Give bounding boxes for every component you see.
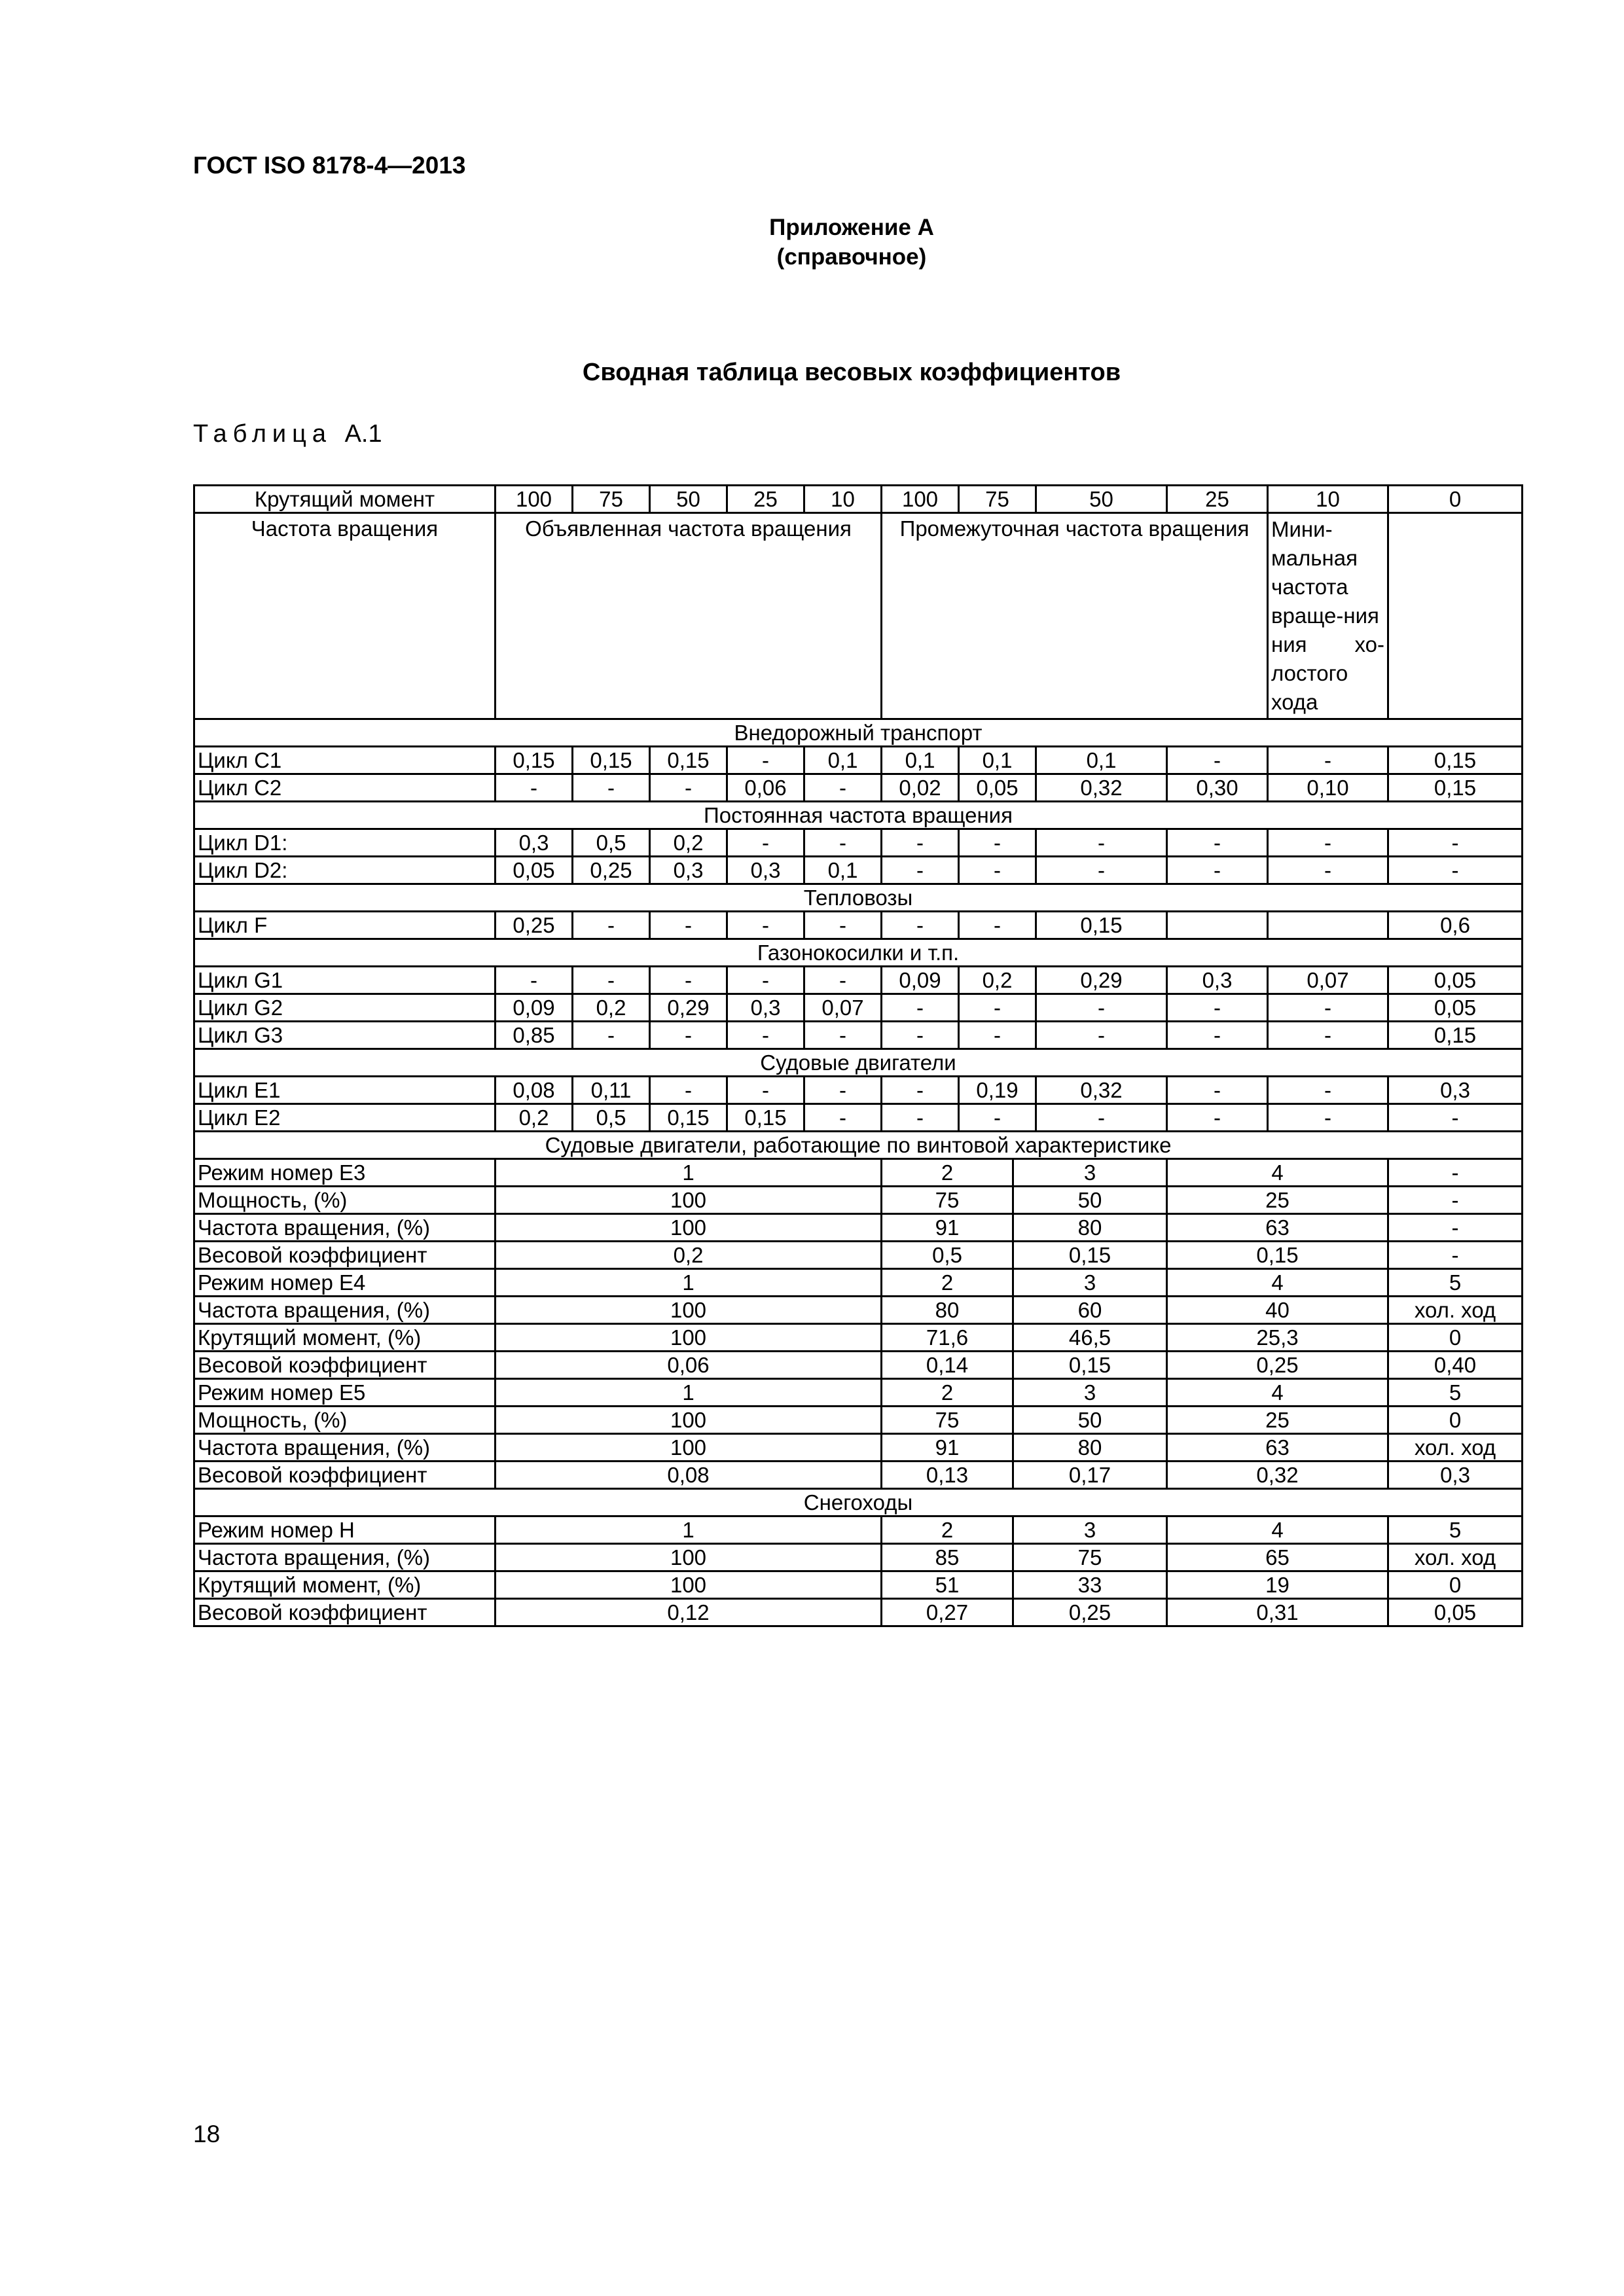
table-label-word: Таблица (193, 420, 332, 448)
table-cell: 1 (496, 1516, 882, 1544)
torque-value: 0 (1388, 486, 1523, 513)
table-cell: - (573, 1022, 650, 1049)
table-cell: - (1388, 829, 1523, 857)
speed-label: Частота вращения (194, 513, 496, 719)
table-cell: - (727, 912, 804, 939)
row-label: Режим номер Е5 (194, 1379, 496, 1407)
table-cell: 100 (496, 1571, 882, 1599)
table-cell: - (959, 857, 1036, 884)
table-cell: - (804, 774, 882, 802)
table-row (194, 1269, 1523, 1297)
section-row (194, 884, 1523, 912)
table-cell: 5 (1388, 1516, 1523, 1544)
table-cell: - (1388, 1214, 1523, 1242)
table-row (194, 1214, 1523, 1242)
table-cell: - (1388, 857, 1523, 884)
table-cell: 1 (496, 1269, 882, 1297)
table-cell: - (727, 967, 804, 994)
table-cell: 0,2 (650, 829, 727, 857)
table-row (194, 774, 1523, 802)
table-cell: 0,08 (496, 1077, 573, 1104)
table-cell: 3 (1013, 1269, 1167, 1297)
table-cell: - (1268, 747, 1388, 774)
table-cell: 2 (882, 1379, 1013, 1407)
table-cell (1167, 912, 1268, 939)
table-cell: хол. ход (1388, 1297, 1523, 1324)
table-cell: 0,32 (1036, 774, 1167, 802)
table-cell: 0,29 (1036, 967, 1167, 994)
table-cell: - (573, 967, 650, 994)
table-cell: - (959, 912, 1036, 939)
table-cell: - (727, 747, 804, 774)
table-label (193, 420, 382, 448)
table-cell: 0,05 (1388, 967, 1523, 994)
table-cell: 0,1 (804, 857, 882, 884)
table-cell: - (804, 1104, 882, 1132)
table-cell: 33 (1013, 1571, 1167, 1599)
standard-id: ГОСТ ISO 8178-4—2013 (193, 152, 466, 179)
table-row (194, 912, 1523, 939)
table-cell: 0 (1388, 1324, 1523, 1352)
table-cell: - (959, 1022, 1036, 1049)
table-cell: - (882, 994, 959, 1022)
table-cell: 0,15 (573, 747, 650, 774)
table-row (194, 1324, 1523, 1352)
table-cell: - (959, 829, 1036, 857)
table-cell: - (882, 829, 959, 857)
table-row (194, 1407, 1523, 1434)
table-cell: 75 (1013, 1544, 1167, 1571)
table-cell: - (727, 829, 804, 857)
table-cell: 0,1 (1036, 747, 1167, 774)
table-cell: 0,5 (573, 829, 650, 857)
table-row (194, 1434, 1523, 1462)
row-label: Цикл Е2 (194, 1104, 496, 1132)
table-cell: 0,06 (727, 774, 804, 802)
table-cell: - (882, 1104, 959, 1132)
row-label: Цикл С2 (194, 774, 496, 802)
table-cell: 0,25 (496, 912, 573, 939)
table-cell: 80 (1013, 1434, 1167, 1462)
table-cell: 50 (1013, 1187, 1167, 1214)
table-cell: - (1167, 1104, 1268, 1132)
table-cell: - (959, 994, 1036, 1022)
row-label: Весовой коэффициент (194, 1599, 496, 1626)
table-cell: 1 (496, 1159, 882, 1187)
table-cell: 0,05 (496, 857, 573, 884)
table-cell: - (496, 967, 573, 994)
table-cell: 0,07 (1268, 967, 1388, 994)
table-row (194, 1077, 1523, 1104)
intermediate-speed-header: Промежуточная частота вращения (882, 513, 1268, 719)
table-cell: 0,15 (496, 747, 573, 774)
table-cell: 40 (1167, 1297, 1388, 1324)
table-cell: 0,15 (1013, 1352, 1167, 1379)
table-cell: - (573, 774, 650, 802)
minimal-idle-text-c: лостого хода (1271, 661, 1348, 714)
table-caption: Сводная таблица весовых коэффициентов (582, 359, 1121, 386)
table-cell: 0,3 (650, 857, 727, 884)
table-cell: 0,15 (1388, 1022, 1523, 1049)
row-label: Весовой коэффициент (194, 1242, 496, 1269)
section-title: Тепловозы (194, 884, 1523, 912)
table-row (194, 1516, 1523, 1544)
table-cell: 0,05 (1388, 994, 1523, 1022)
row-label: Мощность, (%) (194, 1407, 496, 1434)
table-cell: 25 (1167, 1187, 1388, 1214)
table-cell: 80 (1013, 1214, 1167, 1242)
table-cell: хол. ход (1388, 1544, 1523, 1571)
weighting-factors-table (193, 484, 1523, 1627)
table-cell: - (1167, 1022, 1268, 1049)
section-title: Постоянная частота вращения (194, 802, 1523, 829)
table-row (194, 1599, 1523, 1626)
table-cell: 100 (496, 1434, 882, 1462)
table-row (194, 829, 1523, 857)
table-cell: 2 (882, 1516, 1013, 1544)
torque-value: 75 (573, 486, 650, 513)
row-label: Частота вращения, (%) (194, 1434, 496, 1462)
table-cell: 0,85 (496, 1022, 573, 1049)
table-cell: 0,2 (959, 967, 1036, 994)
table-cell: - (1388, 1242, 1523, 1269)
table-cell: 4 (1167, 1379, 1388, 1407)
table-cell: - (727, 1077, 804, 1104)
table-cell: 71,6 (882, 1324, 1013, 1352)
section-row (194, 802, 1523, 829)
table-cell: 0,3 (1388, 1462, 1523, 1489)
row-label: Цикл G1 (194, 967, 496, 994)
table-cell: 0,06 (496, 1352, 882, 1379)
table-cell: 80 (882, 1297, 1013, 1324)
row-label: Цикл С1 (194, 747, 496, 774)
table-cell: - (1036, 857, 1167, 884)
table-cell: - (1268, 1104, 1388, 1132)
table-cell: 0,32 (1167, 1462, 1388, 1489)
table-cell: 0,1 (882, 747, 959, 774)
table-cell: хол. ход (1388, 1434, 1523, 1462)
table-cell: - (959, 1104, 1036, 1132)
table-cell: 0,3 (727, 994, 804, 1022)
row-label: Цикл G2 (194, 994, 496, 1022)
table-cell: - (804, 1077, 882, 1104)
table-cell: - (1268, 857, 1388, 884)
minimal-idle-word-1: ния (1271, 632, 1307, 656)
table-cell: 0,05 (959, 774, 1036, 802)
table-cell: - (1167, 829, 1268, 857)
table-row (194, 1187, 1523, 1214)
table-cell: - (882, 1022, 959, 1049)
table-cell: - (1167, 747, 1268, 774)
table-cell: 0,15 (650, 747, 727, 774)
table-cell: 0,31 (1167, 1599, 1388, 1626)
table-cell: 2 (882, 1159, 1013, 1187)
table-cell: 0,6 (1388, 912, 1523, 939)
table-cell: 25 (1167, 1407, 1388, 1434)
section-title: Судовые двигатели (194, 1049, 1523, 1077)
row-label: Режим номер Е4 (194, 1269, 496, 1297)
table-cell: 0,2 (573, 994, 650, 1022)
table-row (194, 747, 1523, 774)
table-cell: 0,19 (959, 1077, 1036, 1104)
table-cell: 0,25 (1167, 1352, 1388, 1379)
table-cell: 0,30 (1167, 774, 1268, 802)
row-label: Режим номер Н (194, 1516, 496, 1544)
table-row (194, 1544, 1523, 1571)
table-cell: 0,3 (727, 857, 804, 884)
row-label: Весовой коэффициент (194, 1352, 496, 1379)
row-label: Цикл Е1 (194, 1077, 496, 1104)
section-title: Снегоходы (194, 1489, 1523, 1516)
table-row (194, 1571, 1523, 1599)
table-row (194, 967, 1523, 994)
table-label-number: А.1 (344, 420, 382, 448)
row-label: Частота вращения, (%) (194, 1297, 496, 1324)
table-cell: - (1036, 1104, 1167, 1132)
table-cell (1268, 912, 1388, 939)
torque-header-row (194, 486, 1523, 513)
table-cell: 0,1 (959, 747, 1036, 774)
section-title: Судовые двигатели, работающие по винтовой характеристике (194, 1132, 1523, 1159)
table-cell: - (1167, 994, 1268, 1022)
table-row (194, 1159, 1523, 1187)
table-cell: 0,10 (1268, 774, 1388, 802)
table-cell: 3 (1013, 1159, 1167, 1187)
declared-speed-header: Объявленная частота вращения (496, 513, 882, 719)
table-cell: - (882, 912, 959, 939)
table-cell: 5 (1388, 1269, 1523, 1297)
section-title: Газонокосилки и т.п. (194, 939, 1523, 967)
table-cell: - (1167, 857, 1268, 884)
table-cell: 51 (882, 1571, 1013, 1599)
table-cell: 0,29 (650, 994, 727, 1022)
row-label: Цикл G3 (194, 1022, 496, 1049)
table-cell: 100 (496, 1324, 882, 1352)
table-cell: 0,5 (573, 1104, 650, 1132)
table-row (194, 1379, 1523, 1407)
table-cell: 85 (882, 1544, 1013, 1571)
table-cell: 0,5 (882, 1242, 1013, 1269)
row-label: Цикл D1: (194, 829, 496, 857)
table-cell: 100 (496, 1544, 882, 1571)
row-label: Режим номер Е3 (194, 1159, 496, 1187)
table-cell: 100 (496, 1187, 882, 1214)
table-row (194, 1104, 1523, 1132)
table-cell: 0,09 (496, 994, 573, 1022)
table-cell: 0,09 (882, 967, 959, 994)
table-cell: - (650, 774, 727, 802)
table-row (194, 857, 1523, 884)
table-row (194, 994, 1523, 1022)
table-cell: 0 (1388, 1407, 1523, 1434)
table-cell: - (650, 1022, 727, 1049)
torque-value: 75 (959, 486, 1036, 513)
table-cell: - (1268, 829, 1388, 857)
table-cell: 0,27 (882, 1599, 1013, 1626)
table-cell: 0,08 (496, 1462, 882, 1489)
table-cell: - (496, 774, 573, 802)
table-cell: 2 (882, 1269, 1013, 1297)
appendix-title: Приложение А (769, 215, 934, 240)
table-cell: 75 (882, 1407, 1013, 1434)
table-cell: - (804, 1022, 882, 1049)
table-cell: 50 (1013, 1407, 1167, 1434)
appendix-type: (справочное) (776, 244, 927, 270)
table-cell: 3 (1013, 1379, 1167, 1407)
table-cell: 0,15 (727, 1104, 804, 1132)
table-cell: 0,15 (1388, 774, 1523, 802)
torque-value: 10 (1268, 486, 1388, 513)
table-cell: - (1388, 1159, 1523, 1187)
table-cell: - (1388, 1187, 1523, 1214)
table-cell: 3 (1013, 1516, 1167, 1544)
table-cell: 0,11 (573, 1077, 650, 1104)
table-cell: - (1268, 994, 1388, 1022)
table-cell: - (1268, 1022, 1388, 1049)
minimal-idle-word-2: хо- (1354, 632, 1384, 656)
table-cell: 0,25 (573, 857, 650, 884)
torque-label: Крутящий момент (194, 486, 496, 513)
table-cell: - (1388, 1104, 1523, 1132)
table-cell: - (1167, 1077, 1268, 1104)
row-label: Крутящий момент, (%) (194, 1571, 496, 1599)
table-cell: 0,15 (1167, 1242, 1388, 1269)
page-number: 18 (193, 2121, 221, 2147)
row-label: Весовой коэффициент (194, 1462, 496, 1489)
torque-value: 100 (882, 486, 959, 513)
table-cell: 4 (1167, 1516, 1388, 1544)
table-cell: 0,02 (882, 774, 959, 802)
row-label: Цикл F (194, 912, 496, 939)
table-cell: 0,2 (496, 1242, 882, 1269)
row-label: Цикл D2: (194, 857, 496, 884)
table-cell: - (1036, 994, 1167, 1022)
table-cell: 1 (496, 1379, 882, 1407)
table-cell: 0,07 (804, 994, 882, 1022)
table-cell: - (650, 967, 727, 994)
table-cell: - (804, 967, 882, 994)
minimal-idle-header (1268, 513, 1388, 719)
speed-header-row (194, 513, 1523, 719)
table-row (194, 1462, 1523, 1489)
table-cell: 63 (1167, 1434, 1388, 1462)
torque-value: 25 (727, 486, 804, 513)
table-cell: 0,25 (1013, 1599, 1167, 1626)
minimal-idle-text-b (1271, 630, 1384, 659)
table-cell: 0,13 (882, 1462, 1013, 1489)
table-cell: - (650, 912, 727, 939)
table-cell: 75 (882, 1187, 1013, 1214)
torque-value: 10 (804, 486, 882, 513)
table-cell: 100 (496, 1407, 882, 1434)
row-label: Частота вращения, (%) (194, 1214, 496, 1242)
row-label: Частота вращения, (%) (194, 1544, 496, 1571)
table-cell: 91 (882, 1434, 1013, 1462)
torque-value: 50 (650, 486, 727, 513)
section-row (194, 1049, 1523, 1077)
table-row (194, 1242, 1523, 1269)
table-cell: 0,14 (882, 1352, 1013, 1379)
table-cell: 4 (1167, 1159, 1388, 1187)
table-row (194, 1022, 1523, 1049)
table-cell: 0,15 (1013, 1242, 1167, 1269)
table-cell: - (882, 1077, 959, 1104)
minimal-idle-text-a: Мини-мальная частота враще-ния (1271, 517, 1379, 628)
table-cell: 0,17 (1013, 1462, 1167, 1489)
row-label: Мощность, (%) (194, 1187, 496, 1214)
table-cell: - (1268, 1077, 1388, 1104)
table-cell: 19 (1167, 1571, 1388, 1599)
table-cell: 0,3 (1167, 967, 1268, 994)
table-row (194, 1352, 1523, 1379)
table-row (194, 1297, 1523, 1324)
table-cell: 46,5 (1013, 1324, 1167, 1352)
table-cell: - (804, 912, 882, 939)
table-cell: 63 (1167, 1214, 1388, 1242)
table-cell: - (650, 1077, 727, 1104)
table-cell: - (727, 1022, 804, 1049)
table-cell: - (1036, 829, 1167, 857)
section-row (194, 1132, 1523, 1159)
table-cell: 0,15 (650, 1104, 727, 1132)
table-cell: 25,3 (1167, 1324, 1388, 1352)
table-cell: - (804, 829, 882, 857)
table-cell: 0,3 (1388, 1077, 1523, 1104)
table-cell: 100 (496, 1214, 882, 1242)
torque-value: 100 (496, 486, 573, 513)
table-cell: 0,15 (1036, 912, 1167, 939)
table-cell: 0,1 (804, 747, 882, 774)
table-cell: 65 (1167, 1544, 1388, 1571)
table-cell: 100 (496, 1297, 882, 1324)
table-cell: - (573, 912, 650, 939)
torque-value: 25 (1167, 486, 1268, 513)
table-cell: 0,32 (1036, 1077, 1167, 1104)
table-cell: 60 (1013, 1297, 1167, 1324)
table-cell: 0,3 (496, 829, 573, 857)
section-title: Внедорожный транспорт (194, 719, 1523, 747)
table-cell: 4 (1167, 1269, 1388, 1297)
table-cell: 0 (1388, 1571, 1523, 1599)
table-cell: 91 (882, 1214, 1013, 1242)
section-row (194, 939, 1523, 967)
table-cell: 0,05 (1388, 1599, 1523, 1626)
table-cell: 0,2 (496, 1104, 573, 1132)
section-row (194, 719, 1523, 747)
table-cell: 0,40 (1388, 1352, 1523, 1379)
section-row (194, 1489, 1523, 1516)
table-cell: 0,12 (496, 1599, 882, 1626)
table-cell: - (1036, 1022, 1167, 1049)
table-cell: 5 (1388, 1379, 1523, 1407)
table-cell: - (882, 857, 959, 884)
table-cell: 0,15 (1388, 747, 1523, 774)
torque-value: 50 (1036, 486, 1167, 513)
row-label: Крутящий момент, (%) (194, 1324, 496, 1352)
